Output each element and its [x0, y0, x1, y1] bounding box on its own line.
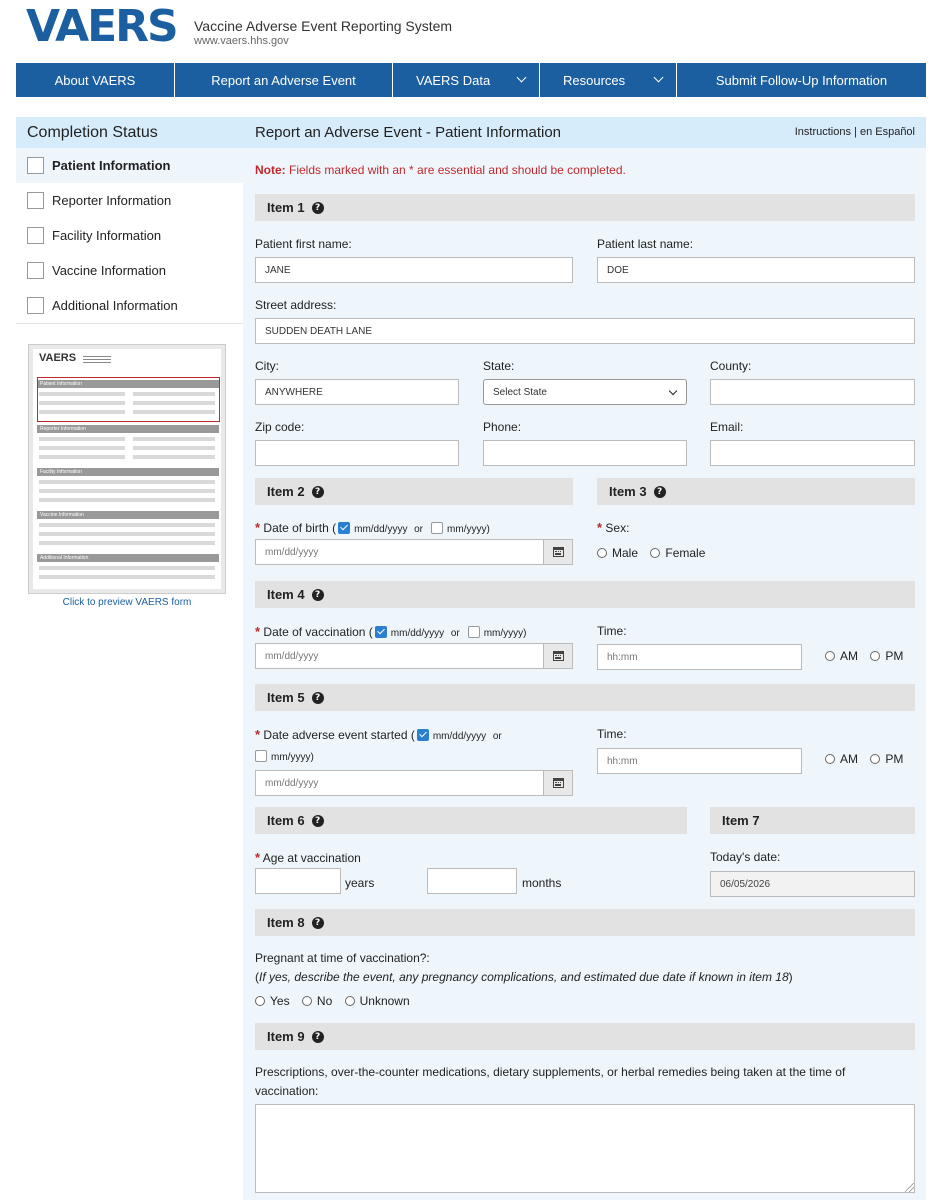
resize-grip-icon[interactable]: [905, 1183, 914, 1192]
first-name-label: Patient first name:: [255, 237, 352, 251]
or-text: or: [492, 731, 502, 742]
site-url: www.vaers.hhs.gov: [194, 35, 289, 47]
first-name-input[interactable]: JANE: [255, 257, 573, 283]
sidebar-item-label: Reporter Information: [52, 193, 172, 208]
help-icon[interactable]: ?: [312, 692, 324, 704]
vaccination-date-label-text: Date of vaccination (: [263, 625, 373, 639]
item8-header: [255, 909, 915, 936]
event-time-label: Time:: [597, 727, 627, 741]
years-label: years: [345, 876, 375, 890]
vaccination-pm-radio[interactable]: [870, 649, 903, 663]
nav-label: Report an Adverse Event: [211, 72, 356, 88]
link-separator: |: [854, 126, 857, 138]
pregnant-hint: [255, 970, 793, 984]
radio-label: Unknown: [359, 994, 410, 1008]
chevron-down-icon: [669, 387, 677, 395]
required-mark: *: [255, 624, 261, 639]
item-title: Item 3: [609, 484, 647, 499]
radio-label: Male: [612, 546, 639, 560]
radio-label: AM: [840, 649, 858, 663]
status-checkbox: [27, 192, 44, 209]
vaers-logo[interactable]: VAERS: [26, 1, 177, 52]
item-title: Item 7: [722, 813, 760, 828]
required-mark: *: [597, 520, 603, 535]
panel-header: [243, 117, 926, 148]
item2-header: [255, 478, 573, 505]
dob-input[interactable]: mm/dd/yyyy: [255, 539, 544, 565]
event-time-input[interactable]: hh:mm: [597, 748, 802, 774]
chevron-down-icon: [517, 73, 527, 83]
radio-label: No: [316, 994, 333, 1008]
month-date-format: mm/yyyy): [447, 524, 490, 535]
event-ampm-group: [825, 752, 912, 766]
event-start-label: [255, 727, 502, 742]
pregnant-no-radio[interactable]: [302, 994, 332, 1008]
state-select[interactable]: [483, 379, 687, 405]
sex-radio-group: [597, 546, 714, 560]
site-header: [0, 0, 936, 62]
dob-label-text: Date of birth (: [263, 521, 337, 535]
preview-form-link[interactable]: Click to preview VAERS form: [62, 597, 192, 608]
age-years-input[interactable]: [255, 868, 341, 894]
pregnant-yes-radio[interactable]: [255, 994, 290, 1008]
preview-section-bar: Vaccine Information: [37, 511, 219, 519]
site-title: Vaccine Adverse Event Reporting System: [194, 18, 453, 34]
nav-label: Resources: [563, 72, 626, 88]
item3-header: [597, 478, 915, 505]
help-icon[interactable]: ?: [312, 917, 324, 929]
full-date-checkbox[interactable]: [375, 626, 387, 638]
calendar-button[interactable]: [543, 770, 573, 796]
todays-date-label: Today's date:: [710, 850, 781, 864]
vaccination-time-label: Time:: [597, 624, 627, 638]
item-title: Item 6: [267, 813, 305, 828]
preview-current-highlight: [37, 377, 220, 422]
item4-header: [255, 581, 915, 608]
status-checkbox: [27, 227, 44, 244]
help-icon[interactable]: ?: [312, 486, 324, 498]
required-fields-note: [255, 163, 626, 177]
radio-label: PM: [885, 649, 904, 663]
item-title: Item 4: [267, 587, 305, 602]
last-name-label: Patient last name:: [597, 237, 694, 251]
item7-header: [710, 807, 915, 834]
form-preview-thumbnail[interactable]: [28, 344, 226, 594]
zip-code-label: Zip code:: [255, 420, 305, 434]
month-date-format: mm/yyyy): [483, 628, 527, 639]
or-text: or: [450, 628, 460, 639]
full-date-checkbox[interactable]: [338, 522, 350, 534]
note-text: Fields marked with an * are essential and should be completed.: [285, 163, 626, 177]
completion-status-title: Completion Status: [16, 117, 243, 148]
month-date-checkbox[interactable]: [468, 626, 480, 638]
instructions-link[interactable]: Instructions: [794, 126, 851, 138]
radio-label: PM: [885, 752, 904, 766]
medications-label-line1: Prescriptions, over-the-counter medications, dietary supplements, or herbal remedies being taken at the time of: [255, 1065, 846, 1079]
nav-submit-follow-up[interactable]: [677, 63, 926, 97]
event-am-radio[interactable]: [825, 752, 858, 766]
hint-paren: (: [255, 970, 259, 984]
page-title: Report an Adverse Event - Patient Information: [255, 124, 561, 141]
state-select-value: Select State: [493, 386, 547, 398]
sidebar-item-facility[interactable]: [16, 218, 243, 253]
zip-code-input[interactable]: [255, 440, 459, 466]
item-title: Item 1: [267, 200, 305, 215]
help-icon[interactable]: ?: [312, 1031, 324, 1043]
hint-paren: ): [788, 970, 793, 984]
main-nav: [16, 63, 926, 97]
help-icon[interactable]: ?: [654, 486, 666, 498]
preview-section-bar: Additional Information: [37, 554, 219, 562]
hint-text: If yes, describe the event, any pregnancy complications, and estimated due date if known in item 18: [259, 970, 789, 984]
sidebar-item-patient[interactable]: [16, 148, 243, 183]
pregnant-unknown-radio[interactable]: [345, 994, 410, 1008]
required-mark: *: [255, 727, 261, 742]
full-date-format: mm/dd/yyyy: [432, 731, 487, 742]
sidebar-item-label: Vaccine Information: [52, 263, 166, 278]
state-label: State:: [483, 359, 515, 373]
vaccination-ampm-group: [825, 649, 912, 663]
status-checkbox: [27, 157, 44, 174]
sidebar-item-label: Patient Information: [52, 158, 171, 173]
spanish-link[interactable]: en Español: [859, 126, 915, 138]
nav-label: About VAERS: [54, 72, 136, 88]
item9-header: [255, 1023, 915, 1050]
age-label-text: Age at vaccination: [262, 851, 361, 865]
age-label: [255, 850, 361, 865]
item1-header: [255, 194, 915, 221]
required-mark: *: [255, 850, 261, 865]
calendar-icon: [553, 778, 564, 788]
form-preview-page: [33, 349, 221, 589]
calendar-icon: [553, 547, 564, 557]
preview-section-bar: Facility Information: [37, 468, 219, 476]
city-input[interactable]: ANYWHERE: [255, 379, 459, 405]
todays-date-field: 06/05/2026: [710, 871, 915, 897]
calendar-button[interactable]: [543, 539, 573, 565]
pregnant-radio-group: [255, 994, 419, 1008]
vaccination-date-input[interactable]: mm/dd/yyyy: [255, 643, 544, 669]
dob-label: [255, 520, 490, 535]
item6-header: [255, 807, 687, 834]
note-label: Note:: [255, 163, 286, 177]
item-title: Item 9: [267, 1029, 305, 1044]
sidebar-item-vaccine[interactable]: [16, 253, 243, 288]
vaccination-time-input[interactable]: hh:mm: [597, 644, 802, 670]
nav-vaers-data[interactable]: [393, 63, 540, 97]
event-start-month-option: [247, 749, 314, 763]
item-title: Item 8: [267, 915, 305, 930]
radio-label: Female: [665, 546, 706, 560]
radio-label: AM: [840, 752, 858, 766]
sidebar-item-label: Additional Information: [52, 298, 178, 313]
month-date-checkbox[interactable]: [255, 750, 267, 762]
event-pm-radio[interactable]: [870, 752, 903, 766]
help-icon[interactable]: ?: [312, 589, 324, 601]
month-date-format: mm/yyyy): [271, 752, 314, 763]
required-mark: *: [255, 520, 261, 535]
radio-label: Yes: [270, 994, 290, 1008]
nav-resources[interactable]: [540, 63, 677, 97]
sidebar-item-label: Facility Information: [52, 228, 162, 243]
preview-logo-lines: [83, 356, 111, 365]
phone-input[interactable]: [483, 440, 687, 466]
full-date-format: mm/dd/yyyy: [390, 628, 445, 639]
sidebar-item-additional[interactable]: [16, 288, 243, 323]
chevron-down-icon: [654, 73, 664, 83]
calendar-icon: [553, 651, 564, 661]
preview-logo: VAERS: [39, 352, 77, 364]
nav-about-vaers[interactable]: [16, 63, 175, 97]
help-icon[interactable]: ?: [312, 202, 324, 214]
item-title: Item 5: [267, 690, 305, 705]
status-checkbox: [27, 297, 44, 314]
sex-label: [597, 520, 629, 535]
county-input[interactable]: [710, 379, 915, 405]
sidebar-item-reporter[interactable]: [16, 183, 243, 218]
email-label: Email:: [710, 420, 744, 434]
item-title: Item 2: [267, 484, 305, 499]
county-label: County:: [710, 359, 752, 373]
patient-information-panel: [243, 117, 926, 1200]
street-address-input[interactable]: SUDDEN DEATH LANE: [255, 318, 915, 344]
nav-label: VAERS Data: [416, 72, 491, 88]
medications-label-line2: vaccination:: [255, 1084, 319, 1098]
event-start-date-input[interactable]: mm/dd/yyyy: [255, 770, 544, 796]
sex-label-text: Sex:: [605, 521, 630, 535]
nav-label: Submit Follow-Up Information: [715, 72, 888, 88]
completion-sidebar: [16, 117, 243, 324]
street-address-label: Street address:: [255, 298, 337, 312]
city-label: City:: [255, 359, 279, 373]
email-input[interactable]: [710, 440, 915, 466]
full-date-format: mm/dd/yyyy: [354, 524, 408, 535]
help-icon[interactable]: ?: [312, 815, 324, 827]
sex-male-radio[interactable]: [597, 546, 638, 560]
vaccination-am-radio[interactable]: [825, 649, 858, 663]
months-label: months: [522, 876, 562, 890]
item5-header: [255, 684, 915, 711]
calendar-button[interactable]: [543, 643, 573, 669]
vaccination-date-label: [255, 624, 527, 639]
full-date-checkbox[interactable]: [417, 729, 429, 741]
nav-report-adverse-event[interactable]: [175, 63, 393, 97]
phone-label: Phone:: [483, 420, 522, 434]
last-name-input[interactable]: DOE: [597, 257, 915, 283]
month-date-checkbox[interactable]: [431, 522, 443, 534]
preview-section-bar: Reporter Information: [37, 425, 219, 433]
completion-list: [16, 148, 243, 324]
or-text: or: [414, 524, 424, 535]
medications-textarea[interactable]: [255, 1104, 915, 1193]
preview-section-bar: Patient Information: [37, 380, 219, 388]
status-checkbox: [27, 262, 44, 279]
sex-female-radio[interactable]: [650, 546, 705, 560]
header-links: [795, 126, 915, 138]
pregnant-question: Pregnant at time of vaccination?:: [255, 951, 430, 965]
age-months-input[interactable]: [427, 868, 517, 894]
event-start-label-text: Date adverse event started (: [263, 728, 415, 742]
